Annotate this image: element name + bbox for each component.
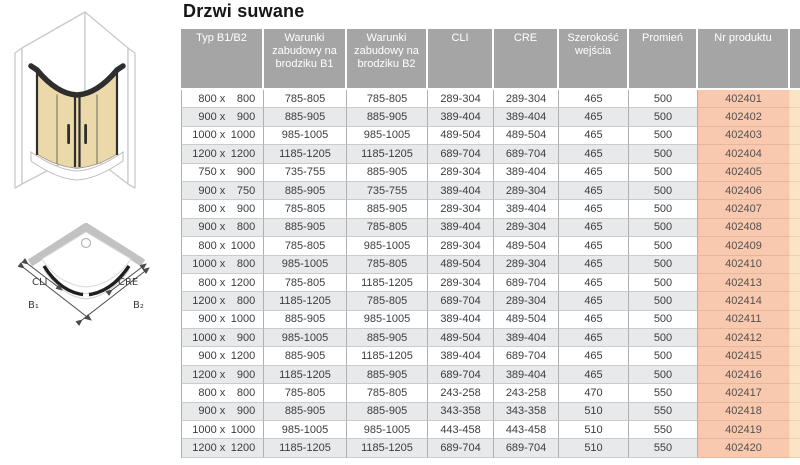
plan-drain [82, 239, 91, 248]
cell-promien: 500 [629, 366, 698, 384]
cell-typ: 900 x 900 [181, 403, 264, 421]
cell-warunki-b2: 1185-1205 [347, 145, 428, 163]
cell-cli: 489-504 [428, 127, 494, 145]
cell-warunki-b2: 985-1005 [347, 421, 428, 439]
cell-cre: 389-404 [494, 164, 559, 182]
cell-cre: 443-458 [494, 421, 559, 439]
cell-warunki-b1: 785-805 [264, 384, 347, 402]
cell-szerokosc: 465 [559, 219, 629, 237]
cell-cre: 343-358 [494, 403, 559, 421]
cell-warunki-b1: 885-905 [264, 219, 347, 237]
cell-szerokosc: 465 [559, 200, 629, 218]
cutoff-column-header [790, 29, 800, 90]
col-header-warunki-b2: Warunki zabudowy na brodziku B2 [347, 29, 428, 90]
cell-szerokosc: 465 [559, 347, 629, 365]
cell-warunki-b1: 985-1005 [264, 421, 347, 439]
cell-szerokosc: 465 [559, 292, 629, 310]
cutoff-cell [790, 145, 800, 163]
cell-szerokosc: 465 [559, 256, 629, 274]
col-header-promien: Promień [629, 29, 698, 90]
cell-typ: 900 x 750 [181, 182, 264, 200]
cutoff-cell [790, 274, 800, 292]
cell-warunki-b2: 985-1005 [347, 237, 428, 255]
cell-warunki-b2: 885-905 [347, 403, 428, 421]
cell-warunki-b1: 1185-1205 [264, 145, 347, 163]
cell-promien: 500 [629, 329, 698, 347]
cell-nr-produktu: 402417 [698, 384, 790, 402]
cell-cre: 289-304 [494, 182, 559, 200]
col-header-szerokosc: Szerokość wejścia [559, 29, 629, 90]
cell-nr-produktu: 402418 [698, 403, 790, 421]
cell-typ: 900 x 900 [181, 108, 264, 126]
cell-warunki-b2: 735-755 [347, 182, 428, 200]
cell-promien: 550 [629, 439, 698, 457]
cell-szerokosc: 470 [559, 384, 629, 402]
shower-enclosure-3d-drawing [13, 6, 140, 208]
cutoff-cell [790, 329, 800, 347]
cell-warunki-b2: 785-805 [347, 384, 428, 402]
cell-warunki-b2: 985-1005 [347, 127, 428, 145]
cell-warunki-b1: 1185-1205 [264, 439, 347, 457]
cell-typ: 800 x 800 [181, 90, 264, 108]
cutoff-cell [790, 384, 800, 402]
cell-promien: 500 [629, 127, 698, 145]
cell-warunki-b2: 885-905 [347, 366, 428, 384]
cell-nr-produktu: 402419 [698, 421, 790, 439]
cell-promien: 500 [629, 256, 698, 274]
cell-warunki-b1: 785-805 [264, 90, 347, 108]
cell-szerokosc: 465 [559, 311, 629, 329]
cell-cli: 289-304 [428, 200, 494, 218]
cell-warunki-b1: 885-905 [264, 182, 347, 200]
cell-nr-produktu: 402420 [698, 439, 790, 457]
cell-nr-produktu: 402409 [698, 237, 790, 255]
cell-nr-produktu: 402416 [698, 366, 790, 384]
cell-promien: 550 [629, 403, 698, 421]
cell-typ: 1200 x 900 [181, 366, 264, 384]
cell-typ: 1000 x 900 [181, 329, 264, 347]
cutoff-cell [790, 164, 800, 182]
cell-warunki-b2: 1185-1205 [347, 347, 428, 365]
cell-szerokosc: 465 [559, 108, 629, 126]
cell-warunki-b1: 985-1005 [264, 329, 347, 347]
cell-cli: 689-704 [428, 292, 494, 310]
cell-szerokosc: 465 [559, 237, 629, 255]
cutoff-cell [790, 127, 800, 145]
cell-typ: 1200 x 1200 [181, 145, 264, 163]
cell-warunki-b2: 885-905 [347, 164, 428, 182]
cell-szerokosc: 510 [559, 421, 629, 439]
cell-nr-produktu: 402410 [698, 256, 790, 274]
cell-nr-produktu: 402405 [698, 164, 790, 182]
cell-cre: 489-504 [494, 311, 559, 329]
cutoff-cell [790, 366, 800, 384]
cell-szerokosc: 465 [559, 329, 629, 347]
cell-szerokosc: 510 [559, 403, 629, 421]
cell-promien: 500 [629, 200, 698, 218]
cell-cre: 689-704 [494, 274, 559, 292]
cell-warunki-b1: 785-805 [264, 274, 347, 292]
cell-nr-produktu: 402412 [698, 329, 790, 347]
cell-warunki-b2: 1185-1205 [347, 274, 428, 292]
page-title: Drzwi suwane [183, 1, 305, 21]
cutoff-cell [790, 439, 800, 457]
cell-typ: 900 x 1200 [181, 347, 264, 365]
cutoff-cell [790, 90, 800, 108]
cell-cli: 689-704 [428, 439, 494, 457]
cell-cre: 689-704 [494, 439, 559, 457]
cell-typ: 1200 x 1200 [181, 439, 264, 457]
cutoff-cell [790, 200, 800, 218]
cell-nr-produktu: 402415 [698, 347, 790, 365]
cell-nr-produktu: 402411 [698, 311, 790, 329]
cutoff-cell [790, 403, 800, 421]
cell-promien: 500 [629, 274, 698, 292]
cell-cli: 243-258 [428, 384, 494, 402]
label-b1: B₁ [28, 300, 39, 311]
cell-nr-produktu: 402403 [698, 127, 790, 145]
cutoff-cell [790, 347, 800, 365]
cell-promien: 500 [629, 108, 698, 126]
cell-warunki-b1: 885-905 [264, 403, 347, 421]
cell-cre: 289-304 [494, 292, 559, 310]
label-b2: B₂ [133, 300, 144, 311]
cell-cre: 243-258 [494, 384, 559, 402]
cell-nr-produktu: 402404 [698, 145, 790, 163]
cell-cre: 489-504 [494, 237, 559, 255]
left-wall-edge [15, 48, 22, 188]
cell-cli: 489-504 [428, 256, 494, 274]
cell-warunki-b1: 785-805 [264, 237, 347, 255]
cell-warunki-b1: 785-805 [264, 200, 347, 218]
cell-typ: 1000 x 1000 [181, 421, 264, 439]
cell-promien: 500 [629, 182, 698, 200]
cell-typ: 800 x 1200 [181, 274, 264, 292]
cell-nr-produktu: 402401 [698, 90, 790, 108]
cell-cli: 289-304 [428, 164, 494, 182]
cell-szerokosc: 465 [559, 127, 629, 145]
cell-warunki-b1: 885-905 [264, 347, 347, 365]
cutoff-cell [790, 421, 800, 439]
cell-nr-produktu: 402414 [698, 292, 790, 310]
cell-cre: 289-304 [494, 90, 559, 108]
cell-typ: 900 x 1000 [181, 311, 264, 329]
cell-warunki-b2: 1185-1205 [347, 439, 428, 457]
cell-nr-produktu: 402408 [698, 219, 790, 237]
cutoff-cell [790, 237, 800, 255]
cell-typ: 1200 x 800 [181, 292, 264, 310]
shower-plan-drawing [18, 223, 158, 338]
cell-cli: 689-704 [428, 145, 494, 163]
cell-cli: 289-304 [428, 90, 494, 108]
cell-typ: 1000 x 800 [181, 256, 264, 274]
cell-cre: 389-404 [494, 108, 559, 126]
cell-cre: 489-504 [494, 127, 559, 145]
cell-warunki-b1: 1185-1205 [264, 366, 347, 384]
cell-szerokosc: 465 [559, 182, 629, 200]
cell-typ: 800 x 800 [181, 384, 264, 402]
cell-promien: 500 [629, 90, 698, 108]
cell-nr-produktu: 402406 [698, 182, 790, 200]
cell-cli: 343-358 [428, 403, 494, 421]
cell-szerokosc: 465 [559, 274, 629, 292]
cell-cli: 443-458 [428, 421, 494, 439]
cell-cli: 389-404 [428, 182, 494, 200]
cell-typ: 800 x 1000 [181, 237, 264, 255]
cell-warunki-b1: 885-905 [264, 108, 347, 126]
cutoff-cell [790, 256, 800, 274]
cell-promien: 500 [629, 347, 698, 365]
cell-cre: 689-704 [494, 347, 559, 365]
cell-warunki-b1: 985-1005 [264, 256, 347, 274]
cutoff-cell [790, 292, 800, 310]
cell-cli: 289-304 [428, 237, 494, 255]
cell-szerokosc: 465 [559, 164, 629, 182]
cell-promien: 500 [629, 145, 698, 163]
col-header-cre: CRE [494, 29, 559, 90]
cell-nr-produktu: 402407 [698, 200, 790, 218]
cell-warunki-b2: 885-905 [347, 108, 428, 126]
cell-warunki-b2: 785-805 [347, 292, 428, 310]
cell-warunki-b1: 735-755 [264, 164, 347, 182]
cell-cli: 389-404 [428, 219, 494, 237]
right-wall-edge [128, 48, 135, 188]
cell-warunki-b1: 985-1005 [264, 127, 347, 145]
cell-warunki-b2: 885-905 [347, 200, 428, 218]
cell-cre: 389-404 [494, 329, 559, 347]
cell-typ: 800 x 900 [181, 200, 264, 218]
cell-cre: 689-704 [494, 145, 559, 163]
cell-cli: 389-404 [428, 108, 494, 126]
cell-warunki-b2: 985-1005 [347, 311, 428, 329]
cell-warunki-b1: 885-905 [264, 311, 347, 329]
cell-promien: 550 [629, 421, 698, 439]
cell-promien: 500 [629, 292, 698, 310]
cell-cli: 689-704 [428, 366, 494, 384]
cell-szerokosc: 465 [559, 145, 629, 163]
cutoff-cell [790, 108, 800, 126]
cell-nr-produktu: 402413 [698, 274, 790, 292]
cell-warunki-b2: 785-805 [347, 256, 428, 274]
cell-warunki-b2: 785-805 [347, 90, 428, 108]
cell-cre: 289-304 [494, 256, 559, 274]
cell-promien: 500 [629, 219, 698, 237]
cell-warunki-b1: 1185-1205 [264, 292, 347, 310]
label-cli: CLI [32, 277, 48, 288]
cell-cre: 389-404 [494, 366, 559, 384]
cell-cli: 289-304 [428, 274, 494, 292]
cell-nr-produktu: 402402 [698, 108, 790, 126]
cell-warunki-b2: 885-905 [347, 329, 428, 347]
cell-promien: 500 [629, 164, 698, 182]
cell-cre: 289-304 [494, 219, 559, 237]
cutoff-cell [790, 219, 800, 237]
cutoff-cell [790, 311, 800, 329]
col-header-warunki-b1: Warunki zabudowy na brodziku B1 [264, 29, 347, 90]
cell-typ: 750 x 900 [181, 164, 264, 182]
cell-cli: 389-404 [428, 347, 494, 365]
cell-promien: 550 [629, 384, 698, 402]
col-header-nr-produktu: Nr produktu [698, 29, 790, 90]
cell-typ: 900 x 800 [181, 219, 264, 237]
col-header-typ: Typ B1/B2 [181, 29, 264, 90]
cell-cli: 389-404 [428, 311, 494, 329]
cell-promien: 500 [629, 237, 698, 255]
cell-cli: 489-504 [428, 329, 494, 347]
cell-szerokosc: 465 [559, 90, 629, 108]
cell-cre: 389-404 [494, 200, 559, 218]
cell-promien: 500 [629, 311, 698, 329]
col-header-cli: CLI [428, 29, 494, 90]
cell-warunki-b2: 785-805 [347, 219, 428, 237]
label-cre: CRE [118, 277, 139, 288]
cell-szerokosc: 465 [559, 366, 629, 384]
cell-typ: 1000 x 1000 [181, 127, 264, 145]
product-table [181, 29, 800, 458]
cell-szerokosc: 510 [559, 439, 629, 457]
cutoff-cell [790, 182, 800, 200]
